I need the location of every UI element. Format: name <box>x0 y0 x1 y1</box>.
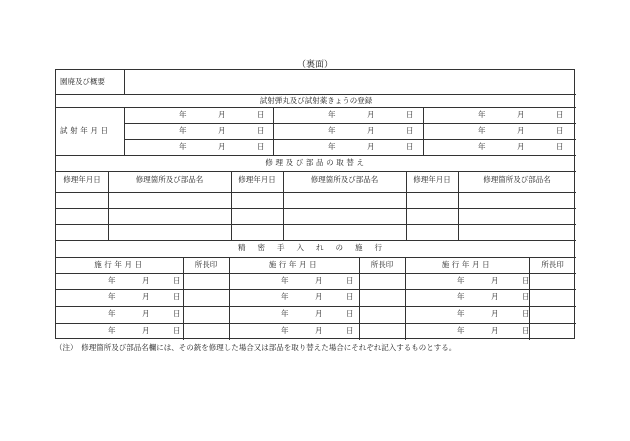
footnote: （注） 修理箇所及び部品名欄には、その銃を修理した場合又は部品を取り替えた場合にそれぞれ記入するものとする。 <box>55 343 457 352</box>
date-month: 月 <box>367 110 375 119</box>
date-month: 月 <box>517 110 525 119</box>
date-month: 月 <box>517 142 525 151</box>
date-day: 日 <box>173 309 181 318</box>
maintenance-section-title: 精密手入れの施行 <box>238 243 394 252</box>
page-side-label: （裏面） <box>296 60 333 70</box>
date-day: 日 <box>173 292 181 301</box>
date-year: 年 <box>179 126 187 135</box>
date-day: 日 <box>556 110 564 119</box>
date-month: 月 <box>315 276 323 285</box>
date-month: 月 <box>491 292 499 301</box>
reason-label: 園廃及び概要 <box>60 77 105 86</box>
date-day: 日 <box>556 126 564 135</box>
date-year: 年 <box>179 142 187 151</box>
date-year: 年 <box>328 110 336 119</box>
date-month: 月 <box>142 326 150 335</box>
maintenance-date-header: 施行年月日 <box>94 260 145 269</box>
date-month: 月 <box>218 126 226 135</box>
date-month: 月 <box>491 276 499 285</box>
date-year: 年 <box>457 292 465 301</box>
date-year: 年 <box>108 326 116 335</box>
repair-section-title: 修理及び部品の取替え <box>265 158 367 167</box>
date-year: 年 <box>478 126 486 135</box>
date-month: 月 <box>367 142 375 151</box>
date-year: 年 <box>108 276 116 285</box>
stamp-header: 所長印 <box>370 260 394 269</box>
date-year: 年 <box>457 309 465 318</box>
date-month: 月 <box>315 326 323 335</box>
registration-form <box>55 69 575 339</box>
date-month: 月 <box>491 309 499 318</box>
date-day: 日 <box>257 110 265 119</box>
date-month: 月 <box>218 142 226 151</box>
repair-part-header: 修理箇所及び部品名 <box>135 175 204 184</box>
trial-section-title: 試射弾丸及び試射薬きょうの登録 <box>259 96 373 105</box>
date-day: 日 <box>346 309 354 318</box>
repair-part-header: 修理箇所及び部品名 <box>310 175 379 184</box>
date-year: 年 <box>478 110 486 119</box>
date-year: 年 <box>478 142 486 151</box>
date-year: 年 <box>179 110 187 119</box>
date-day: 日 <box>173 276 181 285</box>
date-month: 月 <box>315 309 323 318</box>
date-month: 月 <box>517 126 525 135</box>
date-day: 日 <box>257 142 265 151</box>
date-day: 日 <box>346 276 354 285</box>
date-year: 年 <box>108 292 116 301</box>
date-day: 日 <box>556 142 564 151</box>
date-month: 月 <box>218 110 226 119</box>
stamp-header: 所長印 <box>541 260 564 269</box>
trial-date-label: 試射年月日 <box>60 126 111 135</box>
date-day: 日 <box>406 126 414 135</box>
date-month: 月 <box>315 292 323 301</box>
repair-part-header: 修理箇所及び部品名 <box>483 175 551 184</box>
date-day: 日 <box>173 326 181 335</box>
date-month: 月 <box>142 292 150 301</box>
date-year: 年 <box>457 326 465 335</box>
date-year: 年 <box>281 309 289 318</box>
date-day: 日 <box>406 110 414 119</box>
stamp-header: 所長印 <box>194 260 218 269</box>
reason-field[interactable] <box>125 70 575 94</box>
date-day: 日 <box>406 142 414 151</box>
date-day: 日 <box>257 126 265 135</box>
maintenance-date-header: 施行年月日 <box>268 260 320 269</box>
date-year: 年 <box>281 326 289 335</box>
repair-date-header: 修理年月日 <box>238 175 276 184</box>
date-month: 月 <box>142 276 150 285</box>
date-day: 日 <box>522 309 530 318</box>
date-year: 年 <box>281 276 289 285</box>
date-year: 年 <box>108 309 116 318</box>
date-year: 年 <box>328 142 336 151</box>
date-month: 月 <box>491 326 499 335</box>
date-month: 月 <box>142 309 150 318</box>
maintenance-date-header: 施行年月日 <box>441 260 493 269</box>
date-day: 日 <box>522 326 530 335</box>
date-year: 年 <box>457 276 465 285</box>
date-day: 日 <box>346 292 354 301</box>
date-day: 日 <box>346 326 354 335</box>
date-day: 日 <box>522 292 530 301</box>
date-month: 月 <box>367 126 375 135</box>
date-year: 年 <box>281 292 289 301</box>
repair-date-header: 修理年月日 <box>413 175 451 184</box>
date-day: 日 <box>522 276 530 285</box>
repair-date-header: 修理年月日 <box>63 175 101 184</box>
date-year: 年 <box>328 126 336 135</box>
